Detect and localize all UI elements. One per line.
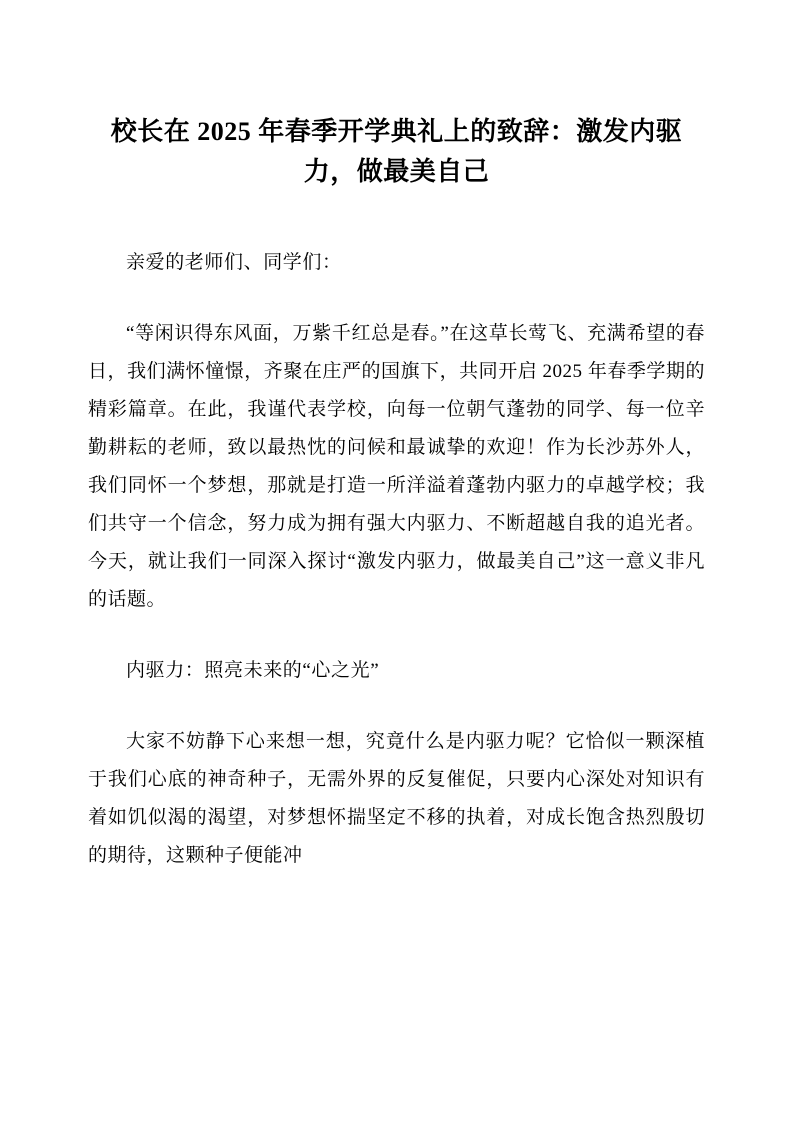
page-title: 校长在 2025 年春季开学典礼上的致辞：激发内驱力，做最美自己: [110, 117, 683, 187]
body-paragraph-1: “等闲识得东风面，万紫千红总是春。”在这草长莺飞、充满希望的春日，我们满怀憧憬，齐聚在庄严的国旗下，共同开启 2025 年春季学期的精彩篇章。在此，我谨代表学校，向每一位朝气蓬勃的同学、每一位辛勤耕耘的老师，致以最热忱的问候和最诚挚的欢迎！作为长沙苏外人，我们同怀一个梦想，那就是打造一所洋溢着蓬勃内驱力的卓越学校；我们共守一个信念，努力成为拥有强大内驱力、不断超越自我的追光者。今天，就让我们一同深入探讨“激发内驱力，做最美自己”这一意义非凡的话题。: [88, 322, 705, 610]
section-heading: 内驱力：照亮未来的“心之光”: [126, 659, 380, 681]
body-paragraph-2: 大家不妨静下心来想一想，究竟什么是内驱力呢？它恰似一颗深植于我们心底的神奇种子，无需外界的反复催促，只要内心深处对知识有着如饥似渴的渴望，对梦想怀揣坚定不移的执着，对成长饱含热烈殷切的期待，这颗种子便能冲: [88, 730, 705, 866]
salutation-text: 亲爱的老师们、同学们：: [126, 251, 342, 273]
